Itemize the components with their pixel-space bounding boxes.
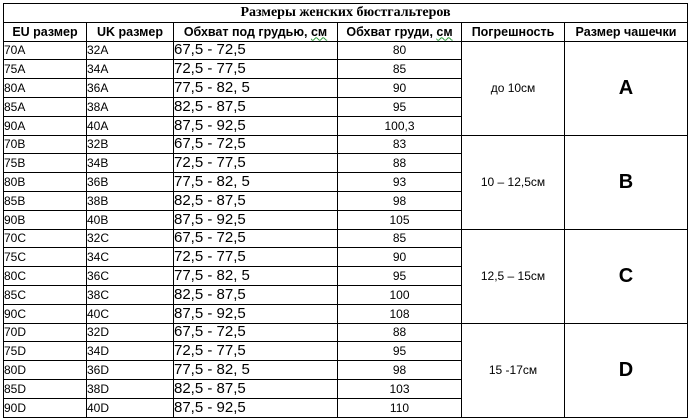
uk-size-cell: 34C <box>87 248 174 267</box>
bust-cell: 110 <box>338 398 462 417</box>
underbust-cell: 72,5 - 77,5 <box>174 60 338 79</box>
bust-cell: 100,3 <box>338 116 462 135</box>
header-bust-unit: см <box>436 24 453 39</box>
uk-size-cell: 40B <box>87 210 174 229</box>
underbust-cell: 67,5 - 72,5 <box>174 323 338 342</box>
uk-size-cell: 32D <box>87 323 174 342</box>
underbust-cell: 77,5 - 82, 5 <box>174 79 338 98</box>
uk-size-cell: 36D <box>87 361 174 380</box>
bust-cell: 95 <box>338 97 462 116</box>
tolerance-cell: 12,5 – 15см <box>462 229 565 323</box>
eu-size-cell: 85A <box>4 97 87 116</box>
bust-cell: 108 <box>338 304 462 323</box>
uk-size-cell: 38A <box>87 97 174 116</box>
eu-size-cell: 90A <box>4 116 87 135</box>
bust-cell: 90 <box>338 79 462 98</box>
table-row <box>4 229 688 248</box>
eu-size-cell: 75B <box>4 154 87 173</box>
header-tolerance: Погрешность <box>462 22 565 41</box>
eu-size-cell: 70D <box>4 323 87 342</box>
uk-size-cell: 32C <box>87 229 174 248</box>
bust-cell: 85 <box>338 60 462 79</box>
underbust-cell: 72,5 - 77,5 <box>174 248 338 267</box>
underbust-cell: 87,5 - 92,5 <box>174 116 338 135</box>
bust-cell: 80 <box>338 41 462 60</box>
uk-size-cell: 34A <box>87 60 174 79</box>
underbust-cell: 72,5 - 77,5 <box>174 154 338 173</box>
table-body <box>4 41 688 417</box>
eu-size-cell: 80B <box>4 173 87 192</box>
eu-size-cell: 70B <box>4 135 87 154</box>
header-uk-size: UK размер <box>87 22 174 41</box>
eu-size-cell: 90B <box>4 210 87 229</box>
eu-size-cell: 80C <box>4 267 87 286</box>
uk-size-cell: 32B <box>87 135 174 154</box>
underbust-cell: 67,5 - 72,5 <box>174 41 338 60</box>
eu-size-cell: 90C <box>4 304 87 323</box>
underbust-cell: 87,5 - 92,5 <box>174 304 338 323</box>
tolerance-cell: до 10см <box>462 41 565 135</box>
header-underbust-label: Обхват под грудью, <box>183 24 311 39</box>
bust-cell: 83 <box>338 135 462 154</box>
eu-size-cell: 75C <box>4 248 87 267</box>
bust-cell: 105 <box>338 210 462 229</box>
uk-size-cell: 34B <box>87 154 174 173</box>
uk-size-cell: 38D <box>87 379 174 398</box>
underbust-cell: 67,5 - 72,5 <box>174 135 338 154</box>
eu-size-cell: 80A <box>4 79 87 98</box>
underbust-cell: 87,5 - 92,5 <box>174 398 338 417</box>
cup-size-cell: A <box>565 41 688 135</box>
cup-size-cell: C <box>565 229 688 323</box>
header-bust <box>338 22 462 41</box>
underbust-cell: 82,5 - 87,5 <box>174 379 338 398</box>
underbust-cell: 82,5 - 87,5 <box>174 97 338 116</box>
bust-cell: 88 <box>338 323 462 342</box>
cup-size-cell: B <box>565 135 688 229</box>
header-underbust-unit: см <box>310 24 328 39</box>
header-underbust <box>174 22 338 41</box>
underbust-cell: 82,5 - 87,5 <box>174 191 338 210</box>
uk-size-cell: 40D <box>87 398 174 417</box>
bust-cell: 95 <box>338 267 462 286</box>
uk-size-cell: 40C <box>87 304 174 323</box>
title-row <box>4 4 688 23</box>
uk-size-cell: 40A <box>87 116 174 135</box>
table-row <box>4 323 688 342</box>
uk-size-cell: 38B <box>87 191 174 210</box>
bust-cell: 90 <box>338 248 462 267</box>
eu-size-cell: 85C <box>4 285 87 304</box>
table-row <box>4 41 688 60</box>
uk-size-cell: 34D <box>87 342 174 361</box>
bust-cell: 100 <box>338 285 462 304</box>
eu-size-cell: 75D <box>4 342 87 361</box>
underbust-cell: 72,5 - 77,5 <box>174 342 338 361</box>
bust-cell: 85 <box>338 229 462 248</box>
uk-size-cell: 38C <box>87 285 174 304</box>
bust-cell: 103 <box>338 379 462 398</box>
bust-cell: 98 <box>338 191 462 210</box>
uk-size-cell: 36C <box>87 267 174 286</box>
uk-size-cell: 32A <box>87 41 174 60</box>
underbust-cell: 77,5 - 82, 5 <box>174 267 338 286</box>
cup-size-cell: D <box>565 323 688 417</box>
header-row <box>4 22 688 41</box>
uk-size-cell: 36A <box>87 79 174 98</box>
eu-size-cell: 75A <box>4 60 87 79</box>
eu-size-cell: 85D <box>4 379 87 398</box>
header-cup-size: Размер чашечки <box>565 22 688 41</box>
underbust-cell: 82,5 - 87,5 <box>174 285 338 304</box>
bust-cell: 95 <box>338 342 462 361</box>
table-title: Размеры женских бюстгальтеров <box>4 4 688 23</box>
eu-size-cell: 80D <box>4 361 87 380</box>
underbust-cell: 77,5 - 82, 5 <box>174 173 338 192</box>
eu-size-cell: 70A <box>4 41 87 60</box>
underbust-cell: 77,5 - 82, 5 <box>174 361 338 380</box>
bust-cell: 88 <box>338 154 462 173</box>
eu-size-cell: 70C <box>4 229 87 248</box>
tolerance-cell: 10 – 12,5см <box>462 135 565 229</box>
tolerance-cell: 15 -17см <box>462 323 565 417</box>
bust-cell: 98 <box>338 361 462 380</box>
eu-size-cell: 85B <box>4 191 87 210</box>
eu-size-cell: 90D <box>4 398 87 417</box>
underbust-cell: 67,5 - 72,5 <box>174 229 338 248</box>
bust-cell: 93 <box>338 173 462 192</box>
uk-size-cell: 36B <box>87 173 174 192</box>
size-chart <box>3 3 688 418</box>
table-row <box>4 135 688 154</box>
header-bust-label: Обхват груди, <box>346 24 437 39</box>
underbust-cell: 87,5 - 92,5 <box>174 210 338 229</box>
bra-size-table <box>3 3 688 418</box>
header-eu-size: EU размер <box>4 22 87 41</box>
